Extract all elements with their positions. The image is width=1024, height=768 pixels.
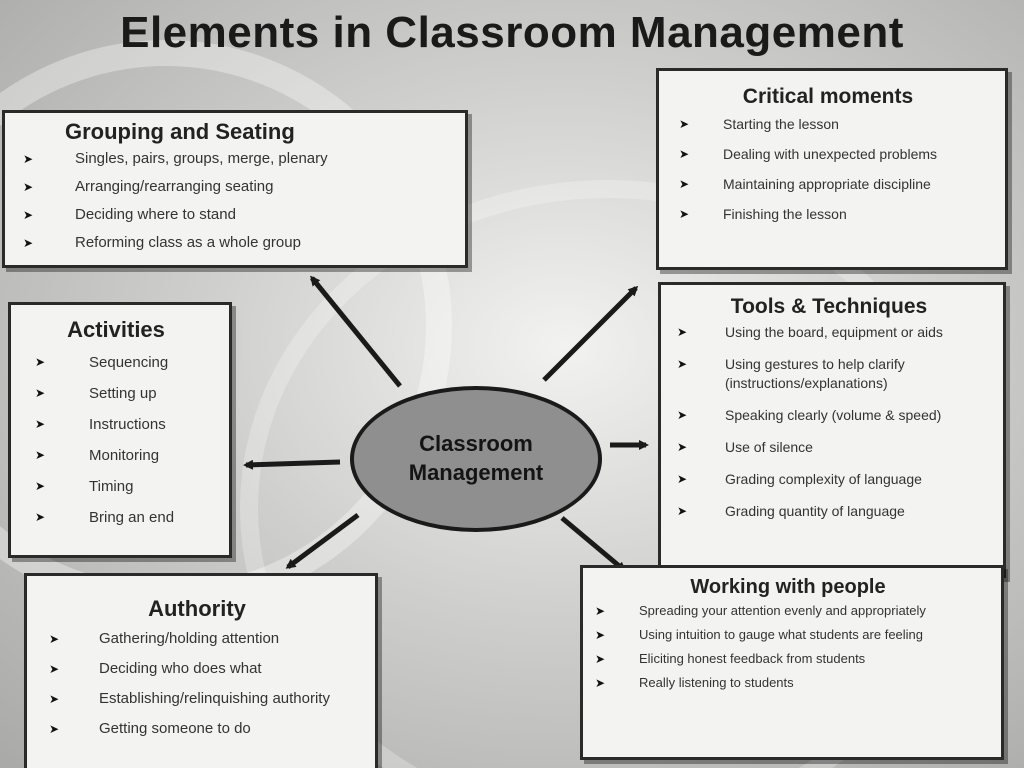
list-item [677, 355, 997, 393]
list-item [49, 718, 367, 740]
list-item-text: Use of silence [725, 439, 813, 455]
list-item [35, 378, 221, 409]
list-item-text: Using the board, equipment or aids [725, 324, 943, 340]
box-working-with-people [580, 565, 1004, 760]
list-item-text: Deciding where to stand [75, 206, 236, 223]
box-heading: Tools & Techniques [730, 295, 928, 318]
arrow-to-authority [288, 515, 358, 567]
arrow-to-grouping [312, 278, 400, 386]
list-item-text: Arranging/rearranging seating [75, 178, 274, 195]
arrow-to-activities [246, 462, 340, 465]
box-authority [24, 573, 378, 768]
list-item-text: Deciding who does what [99, 660, 262, 677]
list-item-text: Really listening to students [639, 675, 794, 690]
bullet-arrow-icon: ➤ [23, 152, 34, 166]
bullet-arrow-icon: ➤ [35, 510, 46, 524]
bullet-arrow-icon: ➤ [677, 325, 688, 339]
list-item [35, 409, 221, 440]
box-critical-moments [656, 68, 1008, 270]
list-item-text: Starting the lesson [723, 116, 839, 132]
list-item-text: Establishing/relinquishing authority [99, 690, 330, 707]
list-item-text: Eliciting honest feedback from students [639, 651, 866, 666]
arrow-to-critical [544, 288, 636, 380]
slide-title: Elements in Classroom Management [120, 8, 904, 57]
list-item [23, 201, 455, 229]
bullet-arrow-icon: ➤ [35, 417, 46, 431]
list-item-text: Setting up [89, 385, 157, 402]
box-grouping-and-seating [2, 110, 468, 268]
bullet-arrow-icon: ➤ [679, 147, 690, 161]
list-item-text: Reforming class as a whole group [75, 234, 301, 251]
bullet-arrow-icon: ➤ [35, 386, 46, 400]
bullet-arrow-icon: ➤ [35, 448, 46, 462]
list-item [595, 675, 993, 691]
bullet-arrow-icon: ➤ [595, 652, 606, 666]
list-item [679, 199, 997, 229]
bullet-arrow-icon: ➤ [677, 408, 688, 422]
list-item-text: Gathering/holding attention [99, 630, 280, 647]
list-item [677, 438, 997, 457]
bullet-arrow-icon: ➤ [677, 357, 688, 371]
list-item [595, 627, 993, 643]
bullet-arrow-icon: ➤ [35, 479, 46, 493]
box-heading: Critical moments [742, 85, 914, 108]
list-item [677, 502, 997, 521]
arrow-to-working [562, 518, 624, 570]
list-item [677, 470, 997, 489]
bullet-list [49, 628, 367, 740]
list-item [49, 628, 367, 650]
list-item-text: Maintaining appropriate discipline [723, 176, 931, 192]
box-activities [8, 302, 232, 558]
list-item [35, 471, 221, 502]
center-label-line2: Management [408, 460, 544, 485]
list-item [677, 323, 997, 342]
list-item [595, 651, 993, 667]
bullet-arrow-icon: ➤ [23, 208, 34, 222]
bullet-arrow-icon: ➤ [23, 180, 34, 194]
bullet-list [679, 109, 997, 229]
bullet-arrow-icon: ➤ [49, 722, 60, 736]
center-label-line1: Classroom [419, 431, 533, 457]
list-item [595, 603, 993, 619]
list-item-text: Speaking clearly (volume & speed) [725, 407, 942, 423]
list-item [35, 440, 221, 471]
list-item-text: Grading quantity of language [725, 503, 905, 519]
list-item [35, 502, 221, 533]
list-item [677, 406, 997, 425]
list-item-text: Spreading your attention evenly and appropriately [639, 603, 926, 618]
list-item-text: Dealing with unexpected problems [723, 146, 938, 162]
list-item [23, 173, 455, 201]
bullet-arrow-icon: ➤ [595, 604, 606, 618]
bullet-arrow-icon: ➤ [677, 504, 688, 518]
list-item-text: Getting someone to do [99, 720, 251, 737]
bullet-arrow-icon: ➤ [679, 177, 690, 191]
list-item-text: Using intuition to gauge what students are feeling [639, 627, 924, 642]
list-item-text: Timing [89, 478, 134, 495]
list-item [23, 145, 455, 173]
box-heading: Working with people [690, 576, 886, 598]
list-item-text: Bring an end [89, 509, 175, 526]
list-item [679, 169, 997, 199]
bullet-arrow-icon: ➤ [679, 207, 690, 221]
list-item-text: Monitoring [89, 447, 160, 464]
bullet-list [595, 603, 993, 691]
box-heading: Grouping and Seating [65, 119, 295, 144]
bullet-arrow-icon: ➤ [677, 472, 688, 486]
bullet-arrow-icon: ➤ [595, 628, 606, 642]
bullet-arrow-icon: ➤ [49, 692, 60, 706]
box-heading: Activities [67, 317, 165, 342]
bullet-arrow-icon: ➤ [679, 117, 690, 131]
list-item-text: Using gestures to help clarify (instructions/explanations) [725, 356, 905, 391]
list-item-text: Sequencing [89, 354, 169, 371]
list-item-text: Grading complexity of language [725, 471, 922, 487]
box-tools-and-techniques [658, 282, 1006, 578]
bullet-arrow-icon: ➤ [677, 440, 688, 454]
bullet-list [23, 145, 455, 257]
bullet-arrow-icon: ➤ [49, 632, 60, 646]
list-item [49, 688, 367, 710]
bullet-arrow-icon: ➤ [49, 662, 60, 676]
bullet-list [35, 347, 221, 533]
list-item-text: Finishing the lesson [723, 206, 847, 222]
list-item [679, 109, 997, 139]
bullet-arrow-icon: ➤ [35, 355, 46, 369]
bullet-list [677, 323, 997, 521]
list-item [49, 658, 367, 680]
bullet-arrow-icon: ➤ [595, 676, 606, 690]
center-node-classroom-management [350, 386, 602, 532]
list-item [35, 347, 221, 378]
list-item [679, 139, 997, 169]
bullet-arrow-icon: ➤ [23, 236, 34, 250]
list-item-text: Singles, pairs, groups, merge, plenary [75, 150, 328, 167]
list-item [23, 229, 455, 257]
box-heading: Authority [148, 596, 246, 621]
list-item-text: Instructions [89, 416, 166, 433]
